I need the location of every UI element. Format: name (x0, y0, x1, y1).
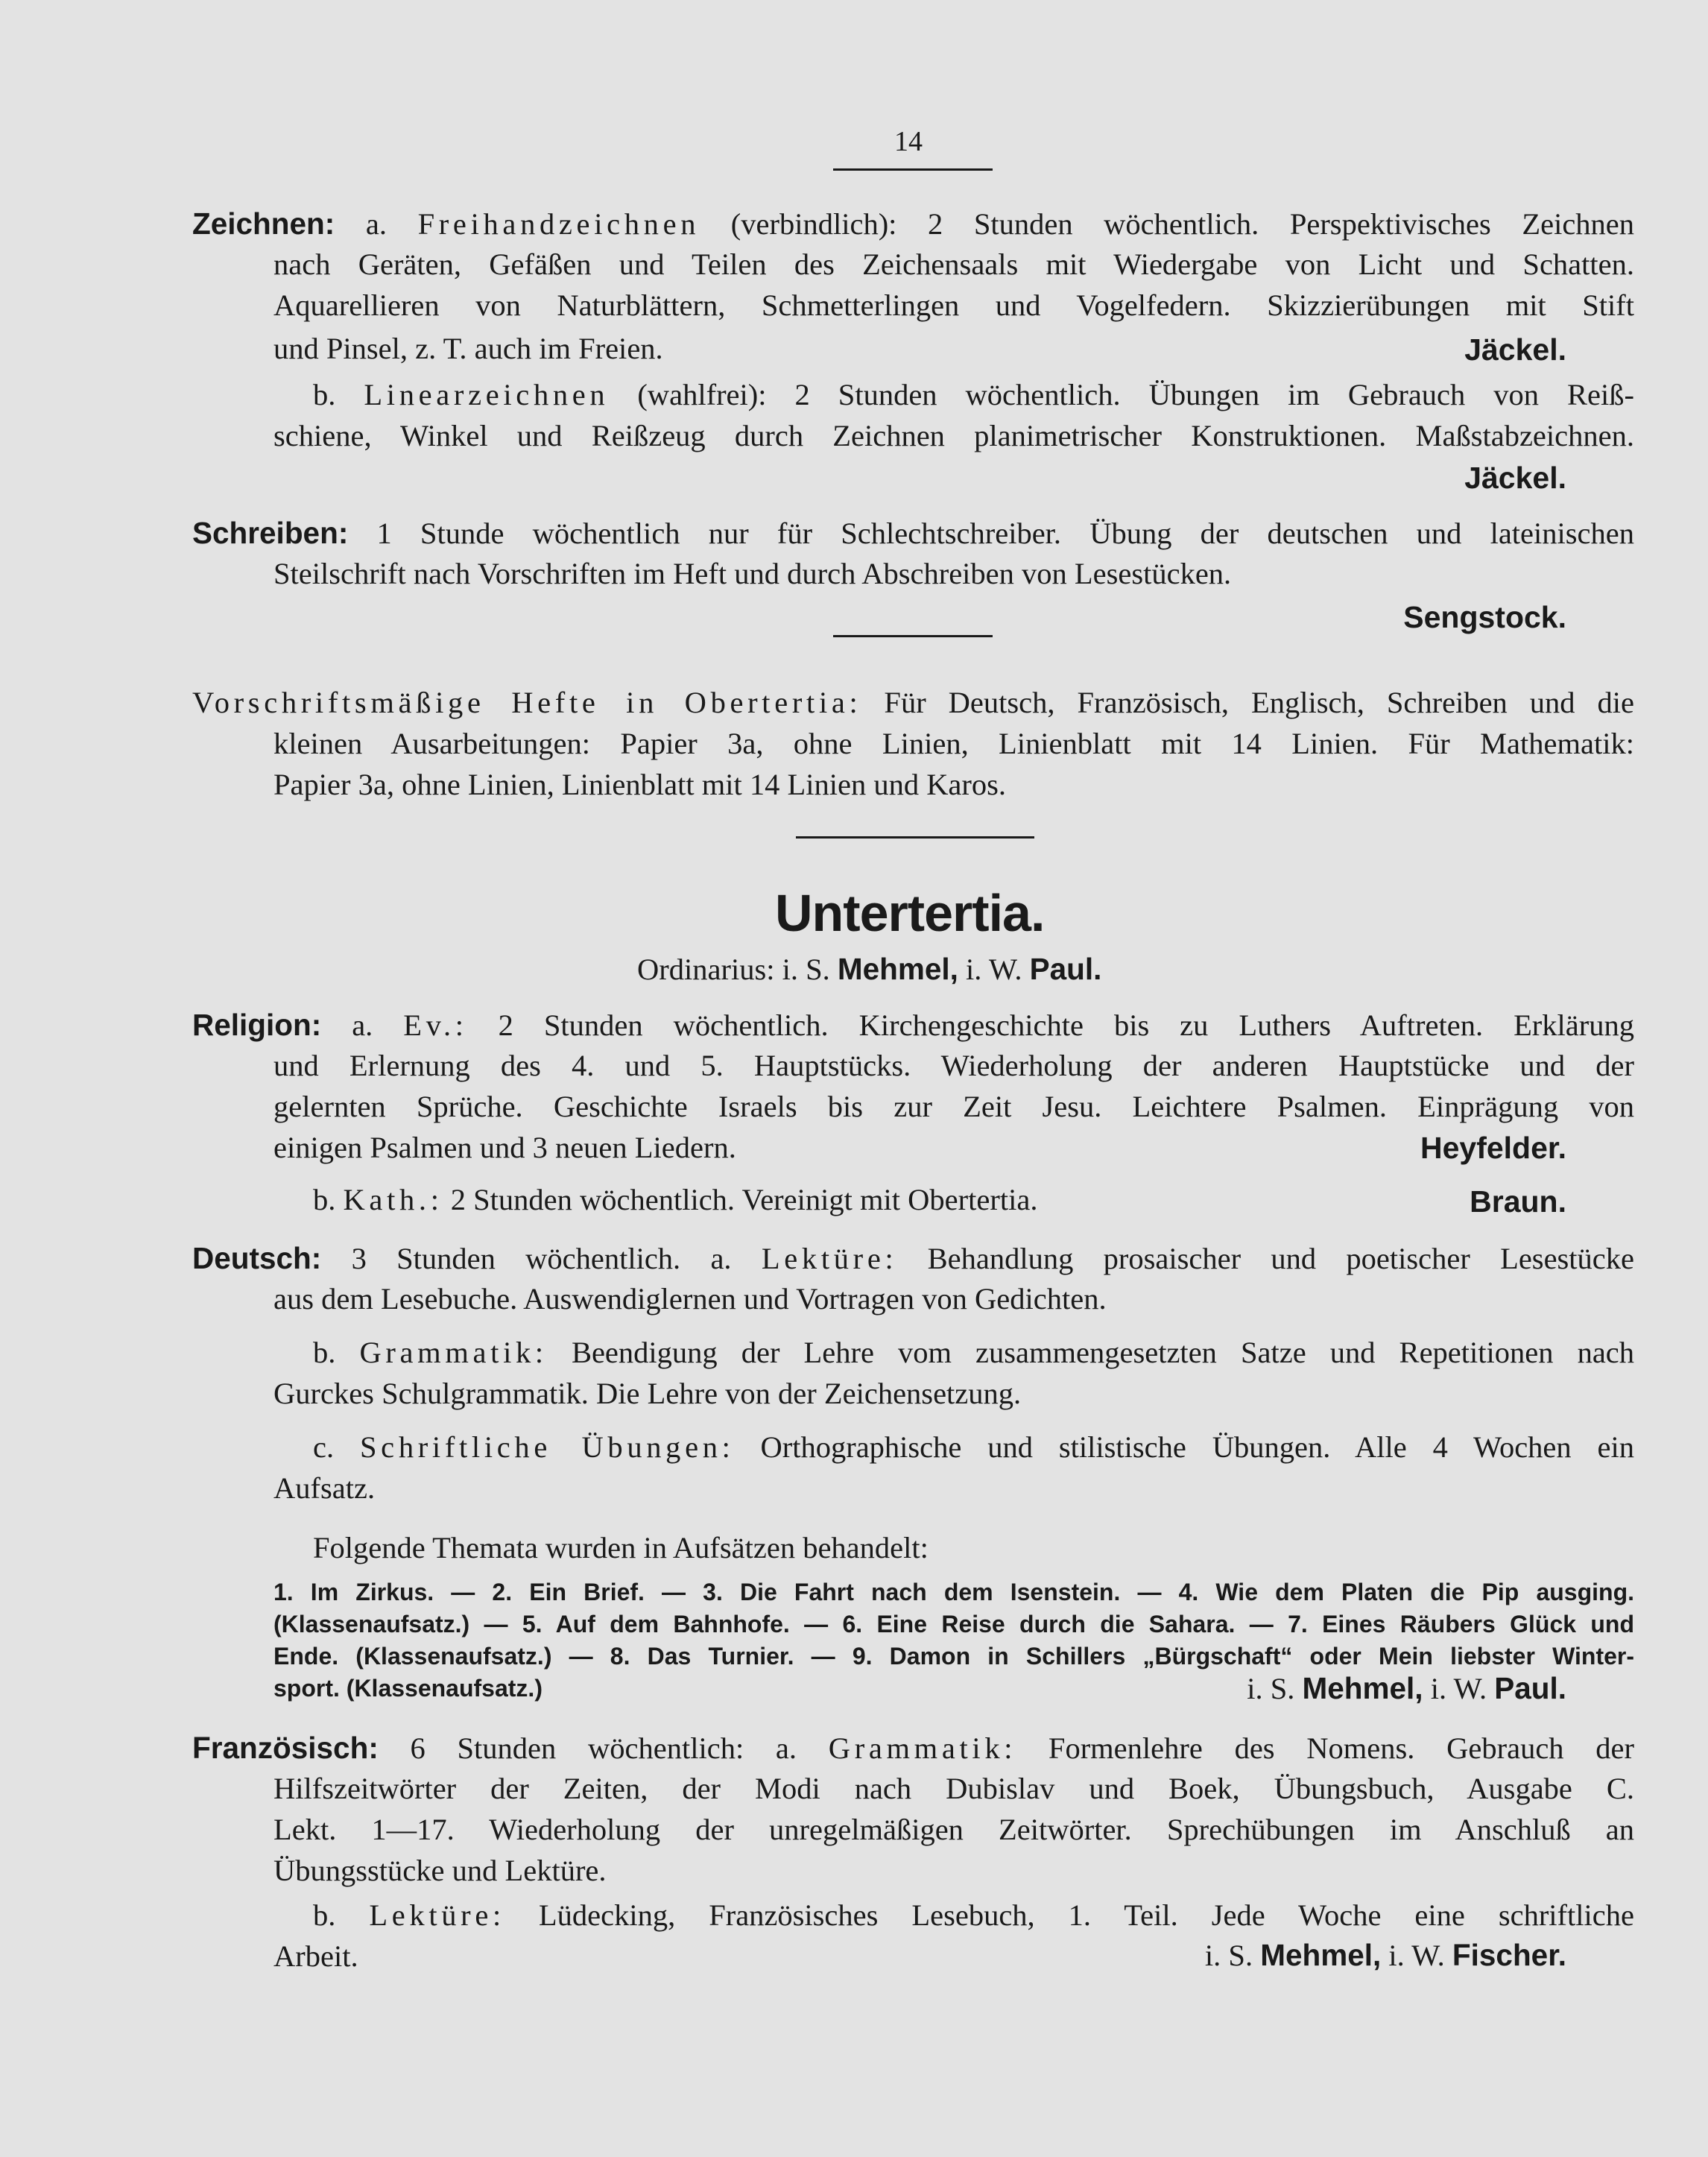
franzoesisch-teacher: i. S. Mehmel, i. W. Fischer. (1204, 1938, 1566, 1972)
religion-line-4: einigen Psalmen und 3 neuen Liedern. (273, 1131, 736, 1164)
zeichnen-line-3: Aquarellieren von Naturblättern, Schmetterlingen und Vogelfedern. Skizzierübungen mit Stift (273, 288, 1634, 322)
religion-line-2: und Erlernung des 4. und 5. Hauptstücks. Wiederholung der anderen Hauptstücke und der (273, 1049, 1634, 1082)
deutsch-theme-line-1: 1. Im Zirkus. — 2. Ein Brief. — 3. Die Fahrt nach dem Isenstein. — 4. Wie dem Platen die Pip ausging. (273, 1579, 1634, 1605)
deutsch-line-4: Gurckes Schulgrammatik. Die Lehre von der Zeichensetzung. (273, 1377, 1022, 1410)
deutsch-line-1: Deutsch: 3 Stunden wöchentlich. a. Lektüre: Behandlung prosaischer und poetischer Lesestücke (192, 1241, 1635, 1275)
deutsch-line-2: aus dem Lesebuche. Auswendiglernen und Vortragen von Gedichten. (273, 1282, 1107, 1316)
zeichnen-line-1: Zeichnen: a. Freihandzeichnen (verbindlich): 2 Stunden wöchentlich. Perspektivisches Zeichnen (192, 206, 1635, 241)
zeichnen-heading: Zeichnen: (192, 206, 335, 241)
franzoesisch-line-6: Arbeit. (273, 1939, 358, 1973)
page-number: 14 (894, 126, 923, 157)
religion-line-1: Religion: a. Ev.: 2 Stunden wöchentlich. Kirchengeschichte bis zu Luthers Auftreten. Erklärung (192, 1008, 1635, 1042)
hefte-line-3: Papier 3a, ohne Linien, Linienblatt mit 14 Linien und Karos. (273, 768, 1007, 801)
divider (833, 168, 993, 171)
deutsch-themata-intro: Folgende Themata wurden in Aufsätzen behandelt: (313, 1531, 929, 1564)
franzoesisch-line-2: Hilfszeitwörter der Zeiten, der Modi nach Dubislav und Boek, Übungsbuch, Ausgabe C. (273, 1772, 1634, 1805)
religion-heading: Religion: (192, 1008, 322, 1042)
ordinarius-line: Ordinarius: i. S. Mehmel, i. W. Paul. (637, 952, 1102, 986)
schreiben-line-2: Steilschrift nach Vorschriften im Heft und durch Abschreiben von Lesestücken. (273, 557, 1232, 590)
deutsch-theme-line-3: Ende. (Klassenaufsatz.) — 8. Das Turnier. — 9. Damon in Schillers „Bürgschaft“ oder Mein liebster Winter- (273, 1643, 1634, 1670)
franzoesisch-line-4: Übungsstücke und Lektüre. (273, 1854, 607, 1887)
zeichnen-teacher-a: Jäckel. (1464, 332, 1566, 367)
schreiben-teacher: Sengstock. (1403, 600, 1566, 634)
schreiben-line-1: Schreiben: 1 Stunde wöchentlich nur für Schlechtschreiber. Übung der deutschen und lateinischen (192, 516, 1635, 550)
deutsch-line-6: Aufsatz. (273, 1471, 376, 1505)
deutsch-teacher: i. S. Mehmel, i. W. Paul. (1247, 1671, 1566, 1705)
schreiben-heading: Schreiben: (192, 516, 349, 550)
religion-teacher-b: Braun. (1470, 1184, 1566, 1219)
zeichnen-line-6: schiene, Winkel und Reißzeug durch Zeichnen planimetrischer Konstruktionen. Maßstabzeichnen. (273, 419, 1634, 452)
zeichnen-line-5: b. Linearzeichnen (wahlfrei): 2 Stunden wöchentlich. Übungen im Gebrauch von Reiß- (313, 378, 1635, 411)
hefte-label: Vorschriftsmäßige Hefte in Obertertia: (192, 686, 862, 719)
deutsch-line-5: c. Schriftliche Übungen: Orthographische und stilistische Übungen. Alle 4 Wochen ein (313, 1430, 1635, 1464)
franzoesisch-heading: Französisch: (192, 1731, 379, 1765)
deutsch-theme-line-4: sport. (Klassenaufsatz.) (273, 1675, 543, 1702)
religion-line-3: gelernten Sprüche. Geschichte Israels bis zur Zeit Jesu. Leichtere Psalmen. Einprägung von (273, 1090, 1634, 1123)
zeichnen-line-4: und Pinsel, z. T. auch im Freien. (273, 332, 663, 365)
zeichnen-line-2: nach Geräten, Gefäßen und Teilen des Zeichensaals mit Wiedergabe von Licht und Schatten. (273, 247, 1634, 281)
franzoesisch-line-3: Lekt. 1—17. Wiederholung der unregelmäßigen Zeitwörter. Sprechübungen im Anschluß an (273, 1813, 1634, 1846)
hefte-line-1: Vorschriftsmäßige Hefte in Obertertia: Für Deutsch, Französisch, Englisch, Schreiben und die (192, 686, 1634, 719)
zeichnen-a-label: Freihandzeichnen (417, 207, 700, 241)
divider (796, 836, 1034, 839)
zeichnen-b-label: Linearzeichnen (364, 378, 610, 411)
section-title: Untertertia. (775, 884, 1045, 942)
deutsch-theme-line-2: (Klassenaufsatz.) — 5. Auf dem Bahnhofe. — 6. Eine Reise durch die Sahara. — 7. Eines Räubers Glück und (273, 1611, 1634, 1638)
franzoesisch-line-1: Französisch: 6 Stunden wöchentlich: a. Grammatik: Formenlehre des Nomens. Gebrauch der (192, 1731, 1635, 1765)
divider (833, 635, 993, 637)
religion-line-5: b. Kath.: 2 Stunden wöchentlich. Vereinigt mit Obertertia. (313, 1183, 1038, 1216)
franzoesisch-line-5: b. Lektüre: Lüdecking, Französisches Lesebuch, 1. Teil. Jede Woche eine schriftliche (313, 1898, 1634, 1932)
hefte-line-2: kleinen Ausarbeitungen: Papier 3a, ohne Linien, Linienblatt mit 14 Linien. Für Mathematik: (273, 727, 1634, 760)
religion-teacher-a: Heyfelder. (1420, 1131, 1566, 1165)
deutsch-heading: Deutsch: (192, 1241, 322, 1275)
zeichnen-teacher-b: Jäckel. (1464, 461, 1566, 495)
deutsch-line-3: b. Grammatik: Beendigung der Lehre vom zusammengesetzten Satze und Repetitionen nach (313, 1336, 1635, 1369)
